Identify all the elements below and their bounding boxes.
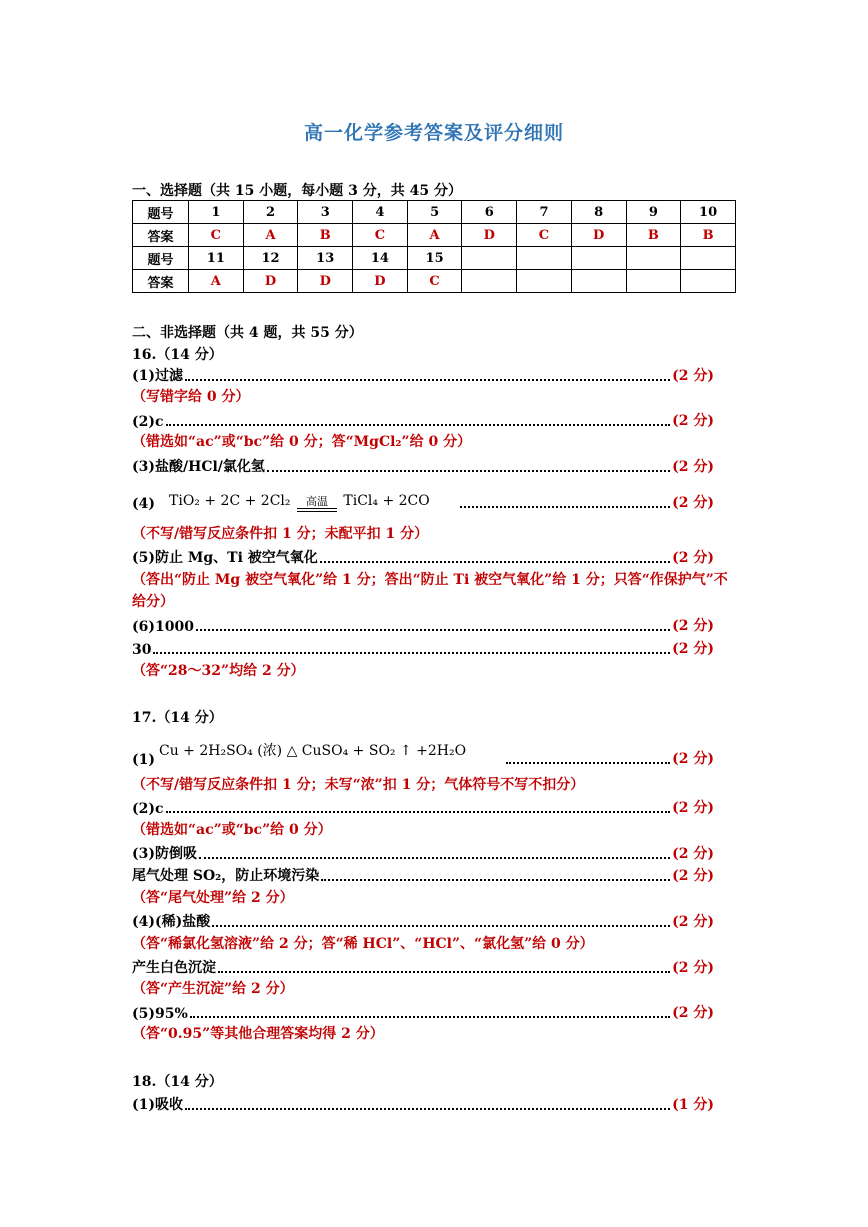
- section2-heading: 二、非选择题（共 4 题，共 55 分）: [132, 325, 363, 341]
- grading-note: （错选如“ac”或“bc”给 0 分；答“MgCl₂”给 0 分）: [132, 434, 472, 450]
- score-label: (2 分): [672, 1005, 714, 1021]
- answer-text: (1)过滤: [132, 368, 183, 384]
- leader-dots: [166, 811, 671, 813]
- question-number: [626, 247, 681, 270]
- answer-cell: D: [298, 270, 353, 293]
- answer-cell: [571, 270, 626, 293]
- answer-cell: C: [407, 270, 462, 293]
- answer-line: [132, 797, 714, 817]
- answer-line: [132, 1002, 714, 1022]
- answer-text: (5)防止 Mg、Ti 被空气氧化: [132, 550, 318, 566]
- answer-line: [132, 615, 714, 635]
- answer-cell: C: [189, 224, 244, 247]
- answer-cell: [517, 270, 572, 293]
- answer-line: [132, 638, 714, 658]
- row-label: 答案: [133, 224, 189, 247]
- leader-dots: [185, 1108, 670, 1110]
- answer-cell: A: [189, 270, 244, 293]
- score-label: (2 分): [672, 495, 714, 511]
- score-label: (2 分): [672, 846, 714, 862]
- question-number: [517, 247, 572, 270]
- answer-cell: [462, 270, 517, 293]
- answer-text: 产生白色沉淀: [132, 960, 216, 976]
- row-label: 题号: [133, 247, 189, 270]
- row-label: 答案: [133, 270, 189, 293]
- table-row: [133, 270, 736, 293]
- leader-dots: [218, 971, 670, 973]
- answer-prefix: (1): [132, 752, 155, 768]
- leader-dots: [267, 470, 670, 472]
- score-label: (2 分): [672, 459, 714, 475]
- q17-header: 17.（14 分）: [132, 710, 223, 726]
- condition-text: 高温: [305, 495, 328, 508]
- q18-header: 18.（14 分）: [132, 1074, 223, 1090]
- answer-text: (5)95%: [132, 1006, 188, 1022]
- score-label: (2 分): [672, 368, 714, 384]
- question-number: 1: [189, 201, 244, 224]
- score-label: (2 分): [672, 641, 714, 657]
- table-row: [133, 201, 736, 224]
- answer-text: (6)1000: [132, 619, 194, 635]
- q16-header: 16.（14 分）: [132, 347, 223, 363]
- leader-dots: [506, 762, 670, 764]
- score-label: (2 分): [672, 550, 714, 566]
- question-number: 13: [298, 247, 353, 270]
- answer-line: [132, 865, 714, 885]
- score-label: (2 分): [672, 413, 714, 429]
- question-number: 9: [626, 201, 681, 224]
- answer-line: [132, 365, 714, 385]
- question-number: 3: [298, 201, 353, 224]
- leader-dots: [321, 879, 670, 881]
- score-label: (2 分): [672, 618, 714, 634]
- answer-cell: D: [462, 224, 517, 247]
- question-number: [681, 247, 736, 270]
- equals-sign: [297, 508, 337, 512]
- score-label: (1 分): [672, 1097, 714, 1113]
- equation-left: TiO₂ + 2C + 2Cl₂: [169, 493, 291, 509]
- answer-text: (3)防倒吸: [132, 846, 197, 862]
- answer-line: [132, 740, 714, 768]
- answer-cell: A: [243, 224, 298, 247]
- question-number: 8: [571, 201, 626, 224]
- question-number: 5: [407, 201, 462, 224]
- equation: [169, 493, 430, 512]
- leader-dots: [320, 561, 670, 563]
- grading-note: （答“0.95”等其他合理答案均得 2 分）: [132, 1026, 384, 1042]
- answer-cell: D: [243, 270, 298, 293]
- page-title: 高一化学参考答案及评分细则: [303, 122, 564, 144]
- reaction-condition: [297, 496, 337, 512]
- answer-text: (4)(稀)盐酸: [132, 914, 211, 930]
- grading-note: （错选如“ac”或“bc”给 0 分）: [132, 822, 332, 838]
- score-label: (2 分): [672, 751, 714, 767]
- table-row: [133, 247, 736, 270]
- question-number: 11: [189, 247, 244, 270]
- question-number: 7: [517, 201, 572, 224]
- answer-text: 尾气处理 SO₂，防止环境污染: [132, 868, 320, 884]
- grading-note: （写错字给 0 分）: [132, 389, 250, 405]
- leader-dots: [166, 424, 671, 426]
- question-number: 12: [243, 247, 298, 270]
- question-number: [571, 247, 626, 270]
- answer-line: [132, 843, 714, 863]
- question-number: 4: [353, 201, 408, 224]
- answer-cell: A: [407, 224, 462, 247]
- score-label: (2 分): [672, 800, 714, 816]
- question-number: 14: [353, 247, 408, 270]
- leader-dots: [199, 857, 670, 859]
- answer-text: (2)c: [132, 801, 164, 817]
- answer-prefix: (4): [132, 496, 155, 512]
- answer-cell: D: [353, 270, 408, 293]
- answer-text: (1)吸收: [132, 1097, 183, 1113]
- answer-line: [132, 488, 714, 512]
- answer-line: [132, 547, 714, 567]
- answer-text: (2)c: [132, 414, 164, 430]
- question-number: 6: [462, 201, 517, 224]
- answer-line: [132, 456, 714, 476]
- table-row: [133, 224, 736, 247]
- answer-cell: B: [626, 224, 681, 247]
- answer-cell: B: [298, 224, 353, 247]
- leader-dots: [196, 629, 670, 631]
- question-number: 10: [681, 201, 736, 224]
- answer-text: 30: [132, 642, 152, 658]
- answer-line: [132, 957, 714, 977]
- score-label: (2 分): [672, 960, 714, 976]
- grading-note: （答“28～32”均给 2 分）: [132, 663, 305, 679]
- grading-note: （不写/错写反应条件扣 1 分；未配平扣 1 分）: [132, 526, 429, 542]
- answer-table: [132, 200, 736, 293]
- section1-heading: 一、选择题（共 15 小题，每小题 3 分，共 45 分）: [132, 183, 462, 199]
- answer-cell: C: [517, 224, 572, 247]
- grading-note: （答“稀氯化氢溶液”给 2 分；答“稀 HCl”、“HCl”、“氯化氢”给 0 分）: [132, 936, 594, 952]
- leader-dots: [190, 1016, 670, 1018]
- equation: Cu + 2H₂SO₄ (浓) △ CuSO₄ + SO₂ ↑ +2H₂O: [159, 743, 467, 759]
- grading-note: （答“产生沉淀”给 2 分）: [132, 981, 294, 997]
- grading-note: （不写/错写反应条件扣 1 分；未写“浓”扣 1 分；气体符号不写不扣分）: [132, 777, 585, 793]
- answer-cell: C: [353, 224, 408, 247]
- row-label: 题号: [133, 201, 189, 224]
- answer-line: [132, 410, 714, 430]
- grading-note: （答“尾气处理”给 2 分）: [132, 890, 294, 906]
- leader-dots: [460, 506, 670, 508]
- answer-cell: [681, 270, 736, 293]
- answer-line: [132, 911, 714, 931]
- question-number: 2: [243, 201, 298, 224]
- question-number: 15: [407, 247, 462, 270]
- grading-note: （答出“防止 Mg 被空气氧化”给 1 分；答出“防止 Ti 被空气氧化”给 1 分；只答“作保护气”不给分）: [132, 572, 728, 610]
- score-label: (2 分): [672, 868, 714, 884]
- leader-dots: [185, 379, 670, 381]
- question-number: [462, 247, 517, 270]
- answer-cell: B: [681, 224, 736, 247]
- answer-text: (3)盐酸/HCl/氯化氢: [132, 459, 265, 475]
- answer-cell: D: [571, 224, 626, 247]
- score-label: (2 分): [672, 914, 714, 930]
- answer-line: [132, 1094, 714, 1114]
- answer-cell: [626, 270, 681, 293]
- equation-right: TiCl₄ + 2CO: [343, 493, 430, 509]
- leader-dots: [212, 925, 670, 927]
- leader-dots: [153, 652, 670, 654]
